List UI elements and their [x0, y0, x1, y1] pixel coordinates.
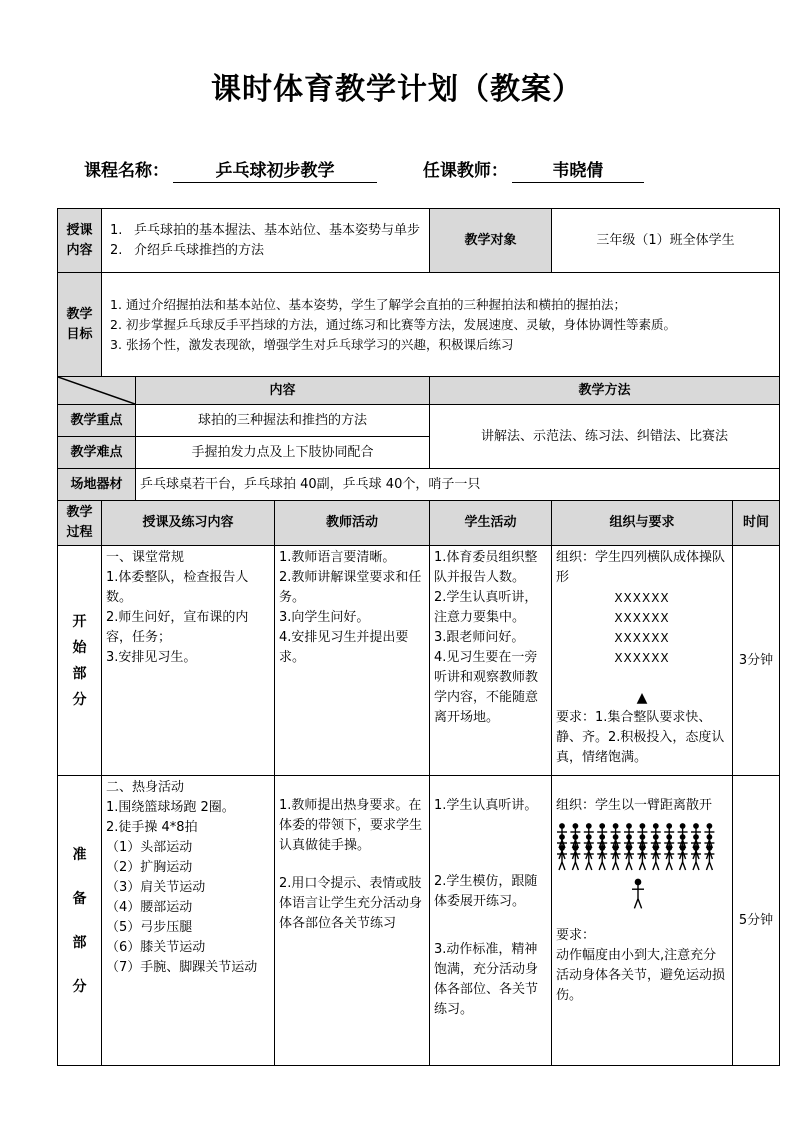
course-meta [84, 156, 644, 183]
diagonal-line [58, 377, 135, 404]
equipment-label: 场地器材 [58, 469, 136, 501]
method-value: 讲解法、示范法、练习法、纠错法、比赛法 [430, 405, 780, 469]
formation-row: XXXXXX [614, 651, 670, 665]
goal-item: 2. 初步掌握乒乓球反手平挡球的方法，通过练习和比赛等方法，发展速度、灵敏，身体协调性等素质。 [110, 316, 677, 332]
process-label: 教学过程 [58, 501, 102, 546]
goal-item: 1. 通过介绍握拍法和基本站位、基本姿势，学生了解学会直拍的三种握拍法和横拍的握拍法； [110, 296, 627, 312]
goals-label: 教学目标 [58, 273, 102, 377]
scatter-formation-icon [556, 820, 726, 920]
content-cell [102, 209, 430, 273]
goals-cell [102, 273, 780, 377]
diagonal-corner [58, 377, 136, 405]
key-point-value: 球拍的三种握法和推挡的方法 [136, 405, 430, 437]
content-list [106, 221, 425, 261]
prep-org: 组织：学生以一臂距离散开 要求： 动作幅度由小到大,注意充分活动身体各关节，避免运动损伤。 [552, 776, 733, 1066]
teacher-label: 任课教师： [422, 161, 508, 181]
teacher-value: 韦晓倩 [512, 156, 644, 183]
col-method-header: 教学方法 [430, 377, 780, 405]
process-header-student: 学生活动 [430, 501, 552, 546]
section-name-start: 开 始 部 分 [58, 546, 102, 776]
course-name-label: 课程名称： [84, 161, 169, 181]
content-label: 授课内容 [58, 209, 102, 273]
start-time: 3分钟 [733, 546, 780, 776]
course-name-value: 乒乓球初步教学 [173, 156, 377, 183]
formation-row: XXXXXX [614, 611, 670, 625]
target-value: 三年级（1）班全体学生 [552, 209, 780, 273]
prep-time: 5分钟 [733, 776, 780, 1066]
process-header-time: 时间 [733, 501, 780, 546]
formation-row: XXXXXX [614, 591, 670, 605]
difficulty-value: 手握拍发力点及上下肢协同配合 [136, 437, 430, 469]
page-title: 课时体育教学计划（教案） [211, 72, 583, 107]
section-name-prep: 准 备 部 分 [58, 776, 102, 1066]
process-header-org: 组织与要求 [552, 501, 733, 546]
start-teacher: 1.教师语言要清晰。 2.教师讲解课堂要求和任务。 3.向学生问好。 4.安排见习生并提出要求。 [275, 546, 430, 776]
prep-teacher: 1.教师提出热身要求。在体委的带领下，要求学生认真做徒手操。 2.用口令提示、表情或肢体语言让学生充分活动身体各部位各关节练习 [275, 776, 430, 1066]
target-label: 教学对象 [430, 209, 552, 273]
key-point-label: 教学重点 [58, 405, 136, 437]
equipment-value: 乒乓球桌若干台，乒乓球拍 40副，乒乓球 40个，哨子一只 [136, 469, 780, 501]
formation-row: XXXXXX [614, 631, 670, 645]
start-org: 组织：学生四列横队成体操队形 XXXXXX XXXXXX XXXXXX XXXXXX ▲ 要求：1.集合整队要求快、静、齐。2.积极投入，态度认真，情绪饱满。 [552, 546, 733, 776]
start-content: 一、课堂常规 1.体委整队，检查报告人数。 2.师生问好，宣布课的内容，任务； 3.安排见习生。 [102, 546, 275, 776]
col-content-header: 内容 [136, 377, 430, 405]
prep-student: 1.学生认真听讲。 2.学生模仿，跟随体委展开练习。 3.动作标准，精神饱满，充分活动身体各部位、各关节练习。 [430, 776, 552, 1066]
prep-content: 二、热身活动 1.围绕篮球场跑 2圈。 2.徒手操 4*8拍 （1）头部运动 （2）扩胸运动 （3）肩关节运动 （4）腰部运动 （5）弓步压腿 （6）膝关节运动 （7）手腕、脚踝关节运动 [102, 776, 275, 1066]
content-item: 2. 介绍乒乓球推挡的方法 [110, 242, 265, 258]
start-student: 1.体育委员组织整队并报告人数。 2.学生认真听讲，注意力要集中。 3.跟老师问好。 4.见习生要在一旁听讲和观察教师教学内容，不能随意离开场地。 [430, 546, 552, 776]
lesson-plan-table [57, 208, 780, 1066]
teacher-position-icon: ▲ [636, 690, 648, 706]
goal-item: 3. 张扬个性，激发表现欲，增强学生对乒乓球学习的兴趣，积极课后练习 [110, 336, 514, 352]
process-header-content: 授课及练习内容 [102, 501, 275, 546]
difficulty-label: 教学难点 [58, 437, 136, 469]
content-item: 1. 乒乓球拍的基本握法、基本站位、基本姿势与单步 [110, 222, 421, 238]
process-header-teacher: 教师活动 [275, 501, 430, 546]
goals-list [106, 295, 775, 355]
